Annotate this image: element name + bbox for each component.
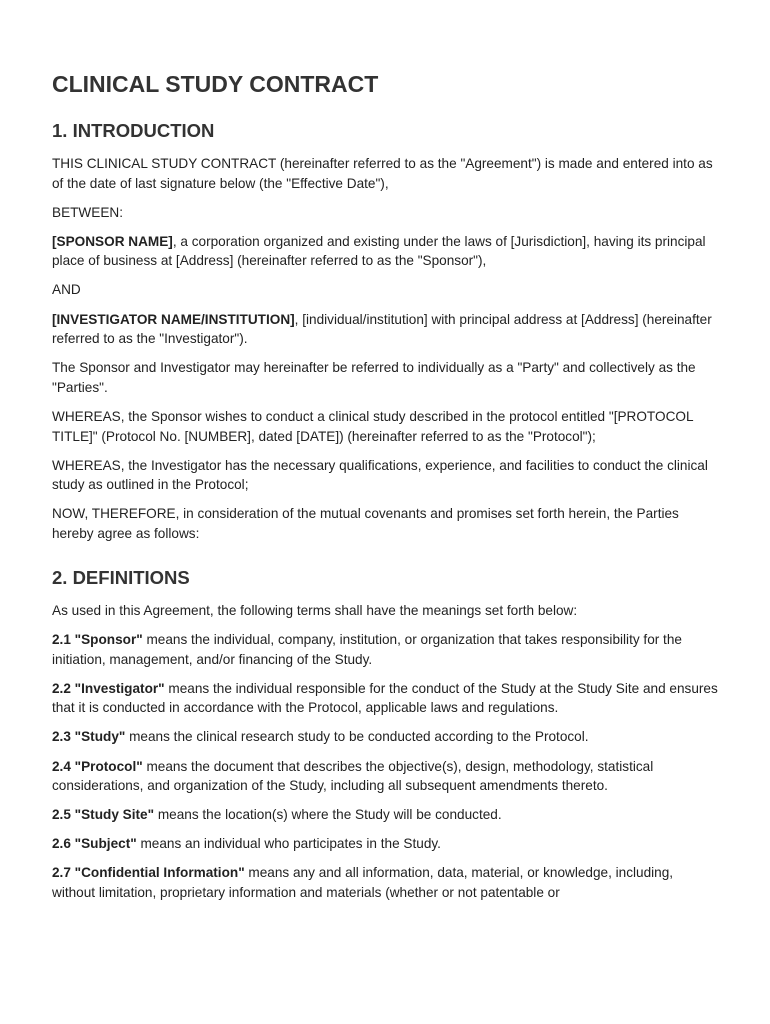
document-title: CLINICAL STUDY CONTRACT bbox=[52, 71, 379, 97]
sponsor-name: [SPONSOR NAME] bbox=[52, 233, 173, 249]
definition-term: 2.2 "Investigator" bbox=[52, 680, 165, 696]
definition-term: 2.1 "Sponsor" bbox=[52, 632, 143, 648]
investigator-paragraph bbox=[52, 310, 718, 349]
definition-text: means an individual who participates in the Study. bbox=[136, 836, 441, 852]
definition-text: means any and all information, data, material, or knowledge, including, without limitation, proprietary information and materials (whether or not patentable or bbox=[52, 865, 674, 901]
definition-term: 2.5 "Study Site" bbox=[52, 807, 155, 823]
parties-paragraph: The Sponsor and Investigator may hereinafter be referred to individually as a "Party" and collectively as the "Parties". bbox=[52, 360, 696, 395]
definition-item bbox=[52, 757, 718, 796]
section-heading-introduction: 1. INTRODUCTION bbox=[52, 120, 215, 141]
section-spacer bbox=[52, 553, 718, 567]
definition-item bbox=[52, 805, 718, 825]
definition-item bbox=[52, 834, 718, 854]
intro-paragraph: THIS CLINICAL STUDY CONTRACT (hereinafter referred to as the "Agreement") is made and entered into as of the date of last signature below (the "Effective Date"), bbox=[52, 156, 713, 191]
and-label: AND bbox=[52, 282, 81, 298]
definition-term: 2.6 "Subject" bbox=[52, 836, 137, 852]
whereas-paragraph-2: WHEREAS, the Investigator has the necessary qualifications, experience, and facilities to conduct the clinical study as outlined in the Protocol; bbox=[52, 457, 708, 493]
definitions-intro: As used in this Agreement, the following terms shall have the meanings set forth below: bbox=[52, 603, 578, 618]
definition-item bbox=[52, 863, 718, 902]
sponsor-text: , a corporation organized and existing under the laws of [Jurisdiction], having its principal place of business at [Address] (hereinafter referred to as the "Sponsor"), bbox=[52, 233, 706, 269]
definition-text: means the location(s) where the Study will be conducted. bbox=[154, 807, 502, 823]
definition-term: 2.3 "Study" bbox=[52, 729, 126, 745]
between-label: BETWEEN: bbox=[52, 204, 123, 220]
whereas-paragraph-1: WHEREAS, the Sponsor wishes to conduct a clinical study described in the protocol entitled "[PROTOCOL TITLE]" (Protocol No. [NUMBER], dated [DATE]) (hereinafter referred to as the "Protocol"); bbox=[52, 408, 694, 444]
definition-item bbox=[52, 679, 718, 718]
investigator-text: , [individual/institution] with principal address at [Address] (hereinafter referred to as the "Investigator"). bbox=[52, 311, 712, 347]
definition-text: means the individual, company, institution, or organization that takes responsibility for the initiation, management, and/or financing of the Study. bbox=[52, 632, 682, 667]
definition-item bbox=[52, 630, 718, 669]
now-therefore-paragraph: NOW, THEREFORE, in consideration of the mutual covenants and promises set forth herein, the Parties hereby agree as follows: bbox=[52, 506, 679, 541]
definition-text: means the individual responsible for the conduct of the Study at the Study Site and ensures that it is conducted in accordance with the Protocol, applicable laws and regulations. bbox=[52, 680, 718, 716]
definition-text: means the document that describes the objective(s), design, methodology, statistical considerations, and organization of the Study, including all subsequent amendments thereto. bbox=[52, 758, 654, 794]
investigator-name: [INVESTIGATOR NAME/INSTITUTION] bbox=[52, 311, 295, 327]
definition-text: means the clinical research study to be conducted according to the Protocol. bbox=[125, 729, 589, 745]
definition-term: 2.4 "Protocol" bbox=[52, 758, 143, 774]
definition-term: 2.7 "Confidential Information" bbox=[52, 865, 245, 881]
definition-item bbox=[52, 727, 718, 747]
section-heading-definitions: 2. DEFINITIONS bbox=[52, 567, 190, 588]
sponsor-paragraph bbox=[52, 232, 718, 271]
